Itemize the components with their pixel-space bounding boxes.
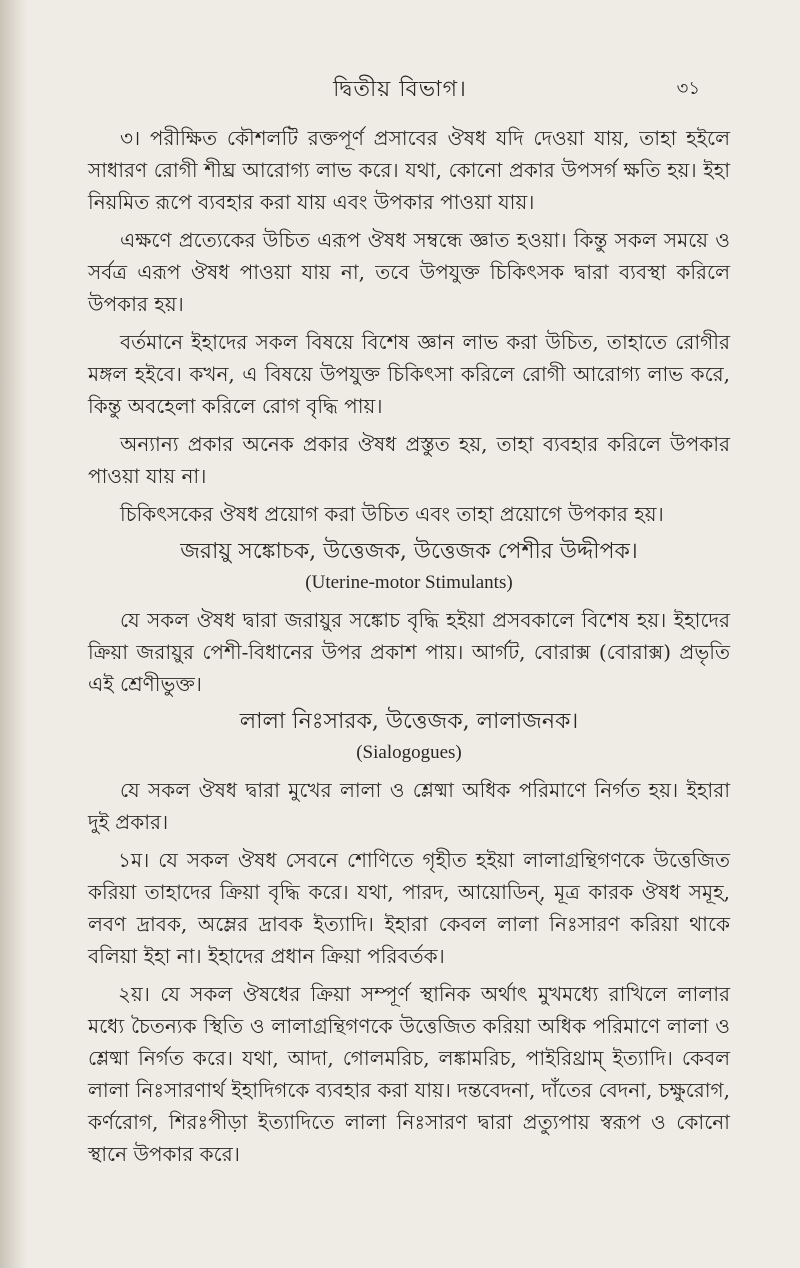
paragraph-5: চিকিৎসকের ঔষধ প্রয়োগ করা উচিত এবং তাহা প্রয়োগে উপকার হয়। (120, 502, 664, 526)
paragraph-2: এক্ষণে প্রত্যেকের উচিত এরূপ ঔষধ সম্বন্ধে জ্ঞাত হওয়া। কিন্তু সকল সময়ে ও সর্বত্র এরূপ ঔষধ পাওয়া যায় না, তবে উপযুক্ত চিকিৎসক দ্বারা ব্যবস্থা করিলে উপকার হয়। (88, 228, 730, 316)
sialogogues-item-1: ১ম। যে সকল ঔষধ সেবনে শোণিতে গৃহীত হইয়া লালাগ্রন্থিগণকে উত্তেজিত করিয়া তাহাদের ক্রিয়া বৃদ্ধি করে। যথা, পারদ, আয়োডিন্, মূত্র কারক ঔষধ সমূহ, লবণ দ্রাবক, অম্লের দ্রাবক ইত্যাদি। ইহারা কেবল লালা নিঃসারণ করিয়া থাকে বলিয়া ইহা না। ইহাদের প্রধান ক্রিয়া পরিবর্তক। (88, 848, 730, 968)
paragraph-3: বর্তমানে ইহাদের সকল বিষয়ে বিশেষ জ্ঞান লাভ করা উচিত, তাহাতে রোগীর মঙ্গল হইবে। কখন, এ বিষয়ে উপযুক্ত চিকিৎসা করিলে রোগী আরোগ্য লাভ করে, কিন্তু অবহেলা করিলে রোগ বৃদ্ধি পায়। (88, 330, 730, 418)
page-spine-shadow (0, 0, 28, 1268)
sialogogues-section-text: যে সকল ঔষধ দ্বারা মুখের লালা ও শ্লেষ্মা অধিক পরিমাণে নির্গত হয়। ইহারা দুই প্রকার। (88, 778, 730, 834)
page-body (88, 122, 730, 1176)
uterine-section-text: যে সকল ঔষধ দ্বারা জরায়ুর সঙ্কোচ বৃদ্ধি হইয়া প্রসবকালে বিশেষ হয়। ইহাদের ক্রিয়া জরায়ুর পেশী-বিধানের উপর প্রকাশ পায়। আর্গট, বোরাক্স (বোরাক্স) প্রভৃতি এই শ্রেণীভুক্ত। (88, 608, 730, 696)
running-head (0, 72, 800, 102)
sialogogues-section-heading: লালা নিঃসারক, উত্তেজক, লালাজনক। (239, 709, 579, 734)
page-number: ৩১ (676, 78, 700, 99)
sialogogues-section-subheading: (Sialogogues) (356, 742, 462, 763)
uterine-section-heading: জরায়ু সঙ্কোচক, উত্তেজক, উত্তেজক পেশীর উদ্দীপক। (180, 539, 638, 564)
paragraph-4: অন্যান্য প্রকার অনেক প্রকার ঔষধ প্রস্তুত হয়, তাহা ব্যবহার করিলে উপকার পাওয়া যায় না। (88, 432, 730, 488)
sialogogues-item-2: ২য়। যে সকল ঔষধের ক্রিয়া সম্পূর্ণ স্থানিক অর্থাৎ মুখমধ্যে রাখিলে লালার মধ্যে চৈতন্যক স্থিতি ও লালাগ্রন্থিগণকে উত্তেজিত করিয়া অধিক পরিমাণে লালা ও শ্লেষ্মা নির্গত করে। যথা, আদা, গোলমরিচ, লঙ্কামরিচ, পাইরিথ্রাম্ ইত্যাদি। কেবল লালা নিঃসারণার্থ ইহাদিগকে ব্যবহার করা যায়। দন্তবেদনা, দাঁতের বেদনা, চক্ষুরোগ, কর্ণরোগ, শিরঃপীড়া ইত্যাদিতে লালা নিঃসারণ দ্বারা প্রত্যুপায় স্বরূপ ও কোনো স্থানে উপকার করে। (88, 982, 730, 1166)
page-title: দ্বিতীয় বিভাগ। (333, 77, 467, 102)
paragraph-1: ৩। পরীক্ষিত কৌশলটি রক্তপূর্ণ প্রসাবের ঔষধ যদি দেওয়া যায়, তাহা হইলে সাধারণ রোগী শীঘ্র আরোগ্য লাভ করে। যথা, কোনো প্রকার উপসর্গ ক্ষতি হয়। ইহা নিয়মিত রূপে ব্যবহার করা যায় এবং উপকার পাওয়া যায়। (88, 126, 730, 214)
uterine-section-subheading: (Uterine-motor Stimulants) (305, 572, 513, 593)
